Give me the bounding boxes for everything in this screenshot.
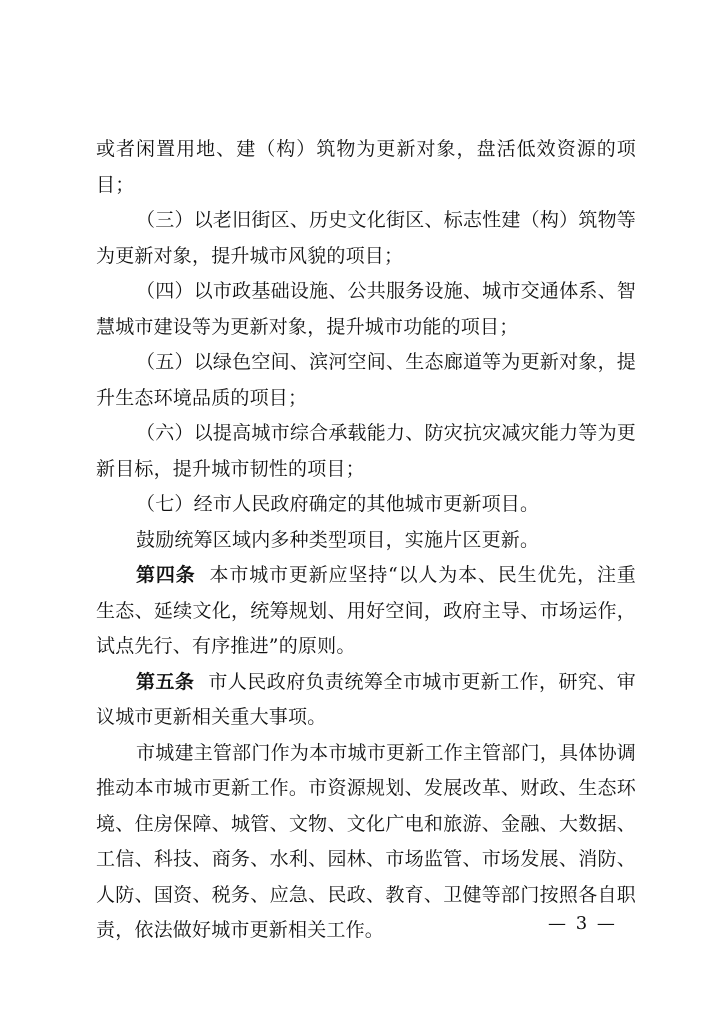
article-5 bbox=[96, 665, 636, 736]
paragraph-continued: 或者闲置用地、建（构）筑物为更新对象，盘活低效资源的项目； bbox=[96, 138, 636, 196]
list-item-4: （四）以市政基础设施、公共服务设施、城市交通体系、智慧城市建设等为更新对象，提升城市功能的项目； bbox=[96, 280, 636, 338]
article-5-text: 市人民政府负责统筹全市城市更新工作，研究、审议城市更新相关重大事项。 bbox=[96, 670, 636, 728]
list-item-5: （五）以绿色空间、滨河空间、生态廊道等为更新对象，提升生态环境品质的项目； bbox=[96, 351, 636, 409]
encouragement-paragraph: 鼓励统筹区域内多种类型项目，实施片区更新。 bbox=[136, 528, 540, 551]
document-body bbox=[96, 132, 636, 949]
list-item-7: （七）经市人民政府确定的其他城市更新项目。 bbox=[136, 493, 540, 515]
responsibility-paragraph: 市城建主管部门作为本市城市更新工作主管部门，具体协调推动本市城市更新工作。市资源规划、发展改革、财政、生态环境、住房保障、城管、文物、文化广电和旅游、金融、大数据、工信、科技、商务、水利、园林、市场监管、市场发展、消防、人防、国资、税务、应急、民政、教育、卫健等部门按照各自职责，依法做好城市更新相关工作。 bbox=[96, 741, 636, 941]
article-4 bbox=[96, 558, 636, 665]
page-number: — 3 — bbox=[548, 913, 617, 934]
article-4-text: 本市城市更新应坚持“以人为本、民生优先，注重生态、延续文化，统筹规划、用好空间，政府主导、市场运作，试点先行、有序推进”的原则。 bbox=[96, 564, 636, 657]
article-4-label: 第四条 bbox=[136, 564, 196, 586]
list-item-6: （六）以提高城市综合承载能力、防灾抗灾减灾能力等为更新目标，提升城市韧性的项目； bbox=[96, 422, 636, 480]
article-5-label: 第五条 bbox=[136, 670, 195, 693]
list-item-3: （三）以老旧街区、历史文化街区、标志性建（构）筑物等为更新对象，提升城市风貌的项目； bbox=[96, 209, 636, 267]
